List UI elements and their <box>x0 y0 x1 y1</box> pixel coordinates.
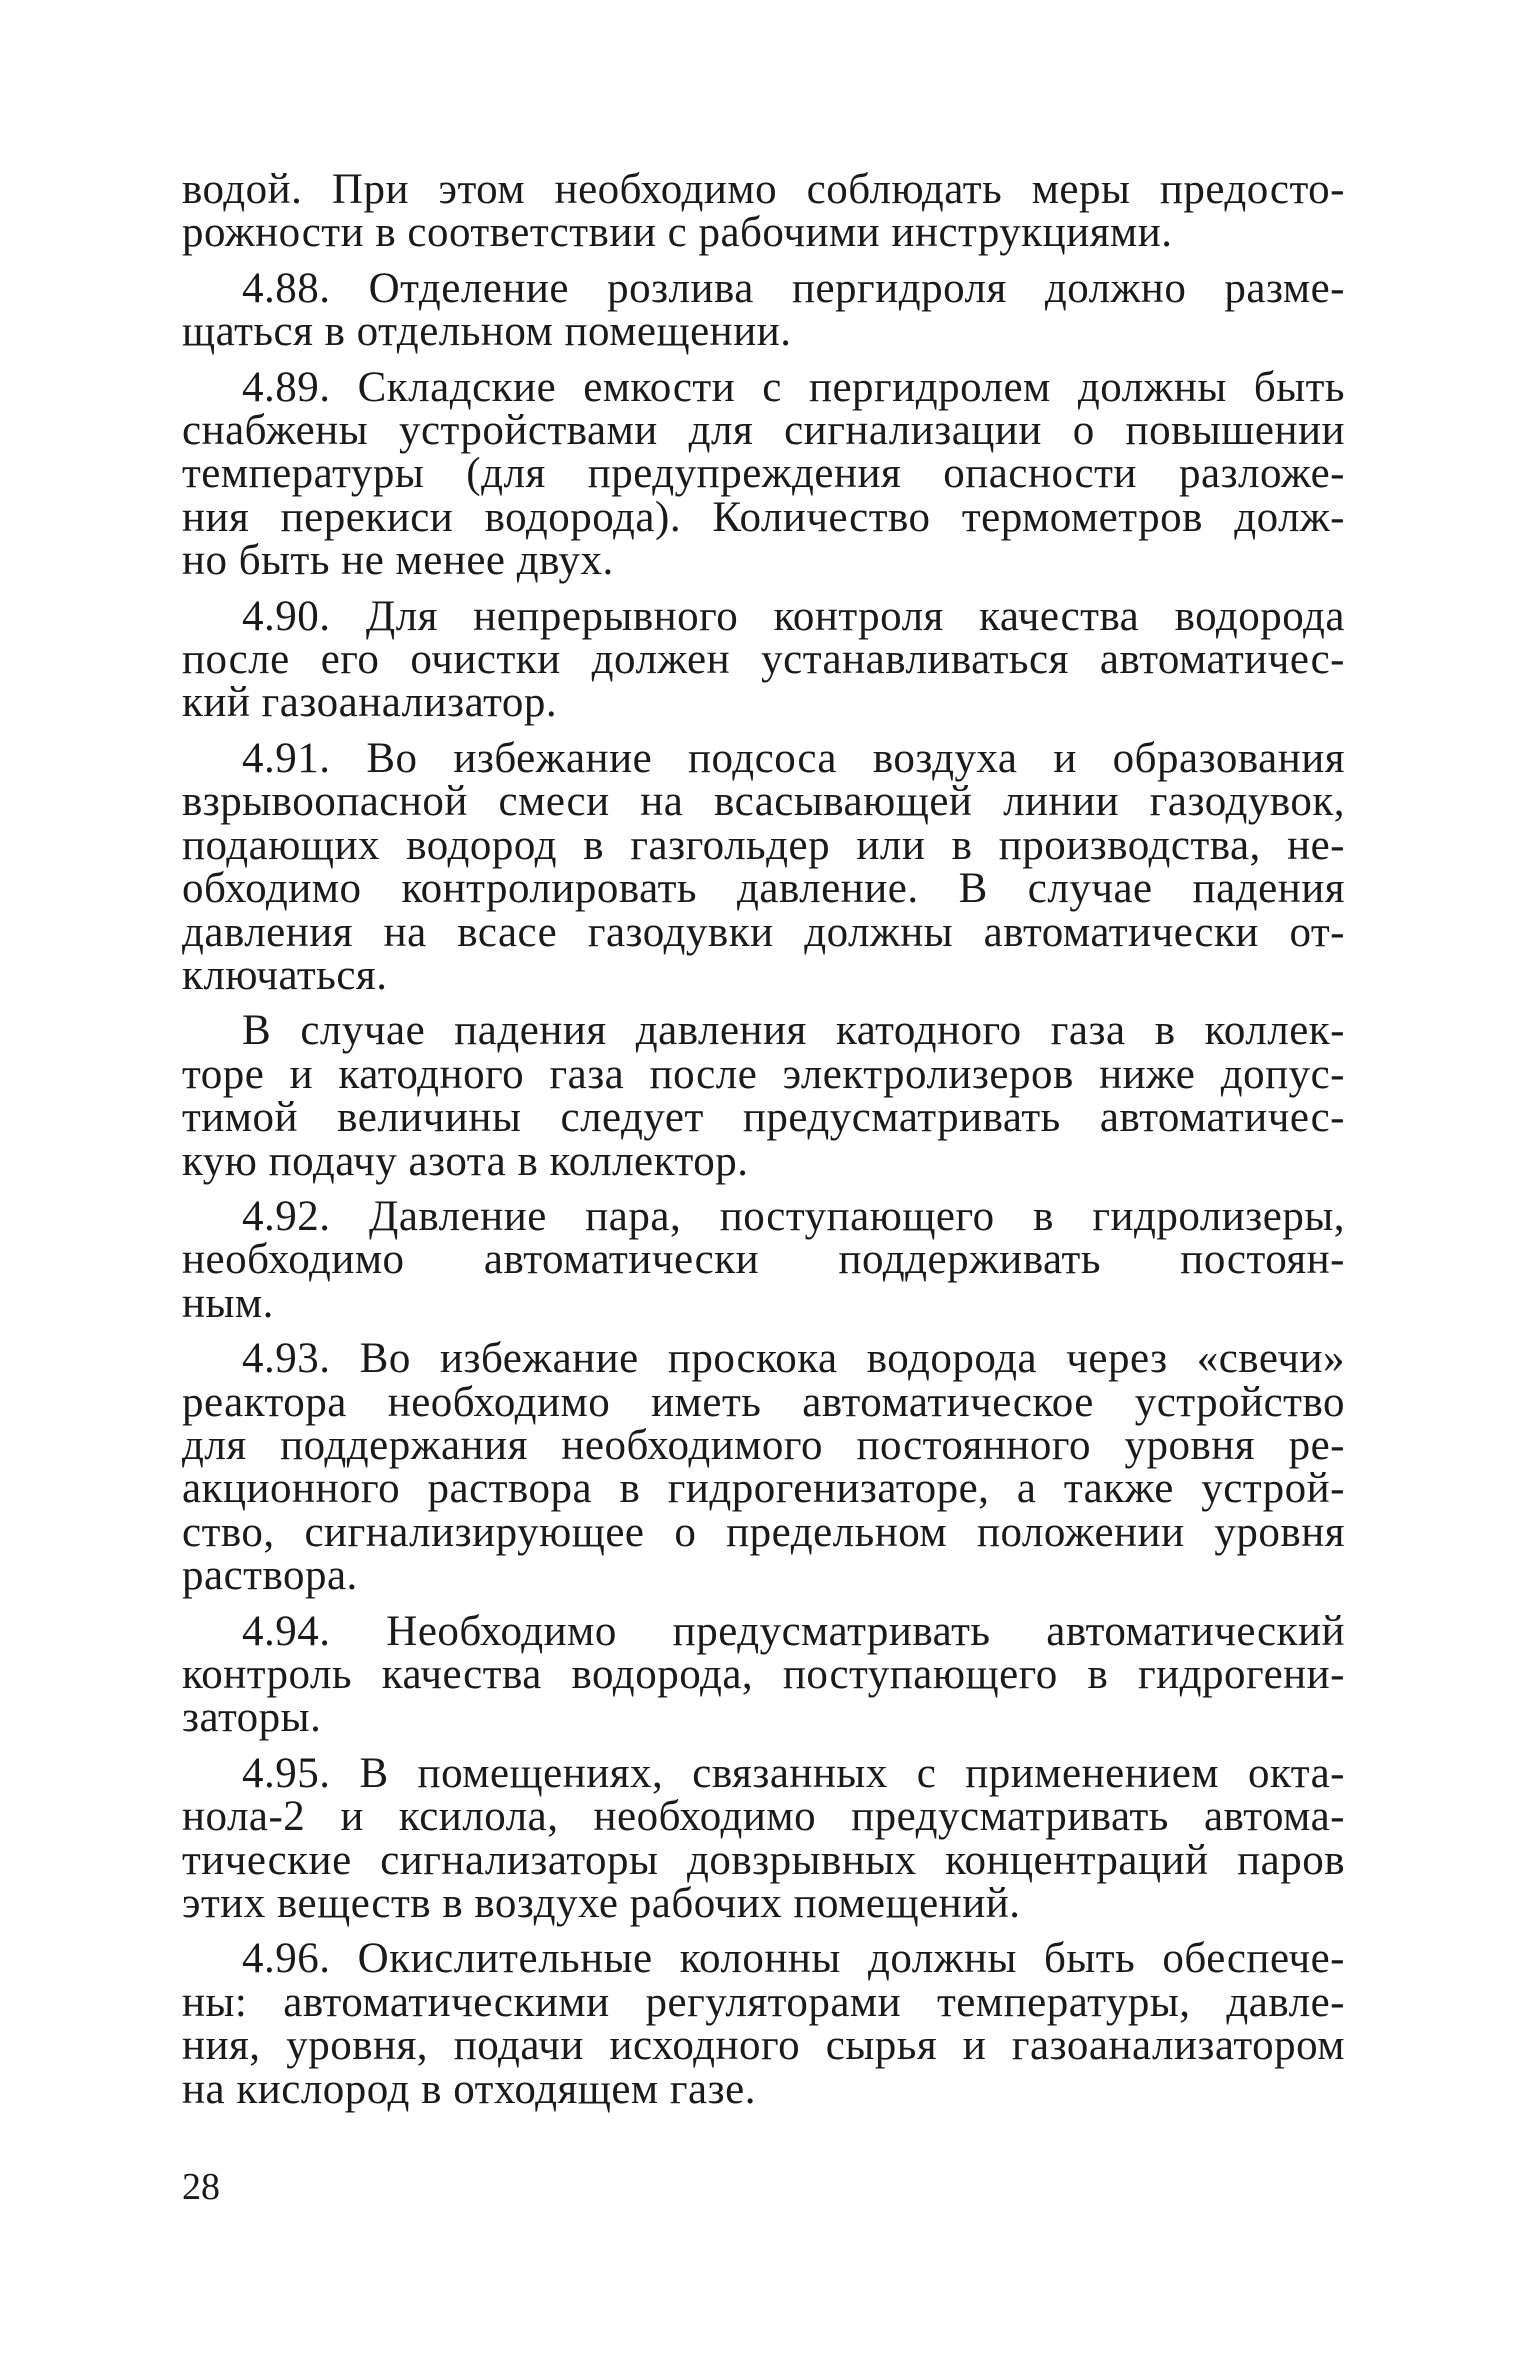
text-line: заторы. <box>182 1694 322 1742</box>
text-line: 4.96. Окислительные колонны должны быть обеспече- <box>242 1935 1345 1983</box>
text-line: ния, уровня, подачи исходного сырья и газоанализатором <box>182 2022 1345 2070</box>
text-line: торе и катодного газа после электролизеров ниже допус- <box>182 1050 1345 1098</box>
text-line: на кислород в отходящем газе. <box>182 2065 756 2113</box>
text-line: тимой величины следует предусматривать автоматичес- <box>182 1094 1345 1142</box>
text-line: тические сигнализаторы довзрывных концентраций паров <box>182 1836 1345 1884</box>
text-line: этих веществ в воздухе рабочих помещений. <box>182 1880 1021 1928</box>
text-line: В случае падения давления катодного газа в коллек- <box>242 1007 1345 1055</box>
text-line: 4.93. Во избежание проскока водорода через «свечи» <box>242 1335 1345 1383</box>
page-number: 28 <box>182 2166 220 2208</box>
text-line: контроль качества водорода, поступающего в гидрогени- <box>182 1651 1345 1698</box>
text-line: температуры (для предупреждения опасности разложе- <box>182 450 1345 498</box>
paragraph <box>182 363 1345 585</box>
paragraph <box>182 592 1345 727</box>
text-line: акционного раствора в гидрогенизаторе, а также устрой- <box>182 1465 1345 1513</box>
text-line: 4.95. В помещениях, связанных с применением окта- <box>242 1749 1345 1797</box>
text-line: реактора необходимо иметь автоматическое устройство <box>182 1378 1345 1426</box>
text-line: 4.94. Необходимо предусматривать автоматический <box>242 1607 1345 1655</box>
text-line: нола-2 и ксилола, необходимо предусматривать автома- <box>182 1793 1345 1841</box>
text-line: подающих водород в газгольдер или в производства, не- <box>182 821 1345 869</box>
text-line: ным. <box>182 1279 274 1327</box>
text-line: водой. При этом необходимо соблюдать меры предосто- <box>182 166 1345 213</box>
text-line: 4.91. Во избежание подсоса воздуха и образования <box>242 734 1345 782</box>
text-line: щаться в отдельном помещении. <box>182 308 792 356</box>
text-line: рожности в соответствии с рабочими инструкциями. <box>182 209 1173 257</box>
text-line: 4.89. Складские емкости с пергидролем должны быть <box>242 363 1345 411</box>
document-body <box>182 168 1345 2123</box>
text-line: давления на всасе газодувки должны автоматически от- <box>182 908 1345 956</box>
text-line: ключаться. <box>182 951 388 999</box>
text-line: для поддержания необходимого постоянного уровня ре- <box>182 1421 1345 1469</box>
paragraph <box>182 1749 1345 1928</box>
paragraph <box>182 1937 1345 2111</box>
paragraph <box>182 1009 1345 1183</box>
text-line: ния перекиси водорода). Количество термометров долж- <box>182 493 1345 541</box>
text-line: 4.88. Отделение розлива пергидроля должно разме- <box>242 264 1345 312</box>
text-line: 4.92. Давление пара, поступающего в гидролизеры, <box>242 1192 1345 1240</box>
text-line: кую подачу азота в коллектор. <box>182 1137 749 1185</box>
text-line: взрывоопасной смеси на всасывающей линии газодувок, <box>182 778 1345 826</box>
text-line: но быть не менее двух. <box>182 537 614 585</box>
text-line: снабжены устройствами для сигнализации о повышении <box>182 407 1345 455</box>
text-line: необходимо автоматически поддерживать постоян- <box>182 1236 1345 1284</box>
paragraph <box>182 1607 1345 1742</box>
paragraph <box>182 734 1345 999</box>
text-line: раствора. <box>182 1552 358 1600</box>
text-line: после его очистки должен устанавливаться автоматичес- <box>182 636 1345 684</box>
text-line: обходимо контролировать давление. В случае падения <box>182 865 1345 913</box>
paragraph <box>182 1335 1345 1600</box>
text-line: кий газоанализатор. <box>182 679 558 727</box>
text-line: 4.90. Для непрерывного контроля качества водорода <box>242 592 1345 640</box>
paragraph <box>182 1192 1345 1327</box>
text-line: ны: автоматическими регуляторами температуры, давле- <box>182 1978 1345 2026</box>
paragraph <box>182 168 1345 255</box>
paragraph <box>182 264 1345 356</box>
text-line: ство, сигнализирующее о предельном положении уровня <box>182 1508 1345 1556</box>
